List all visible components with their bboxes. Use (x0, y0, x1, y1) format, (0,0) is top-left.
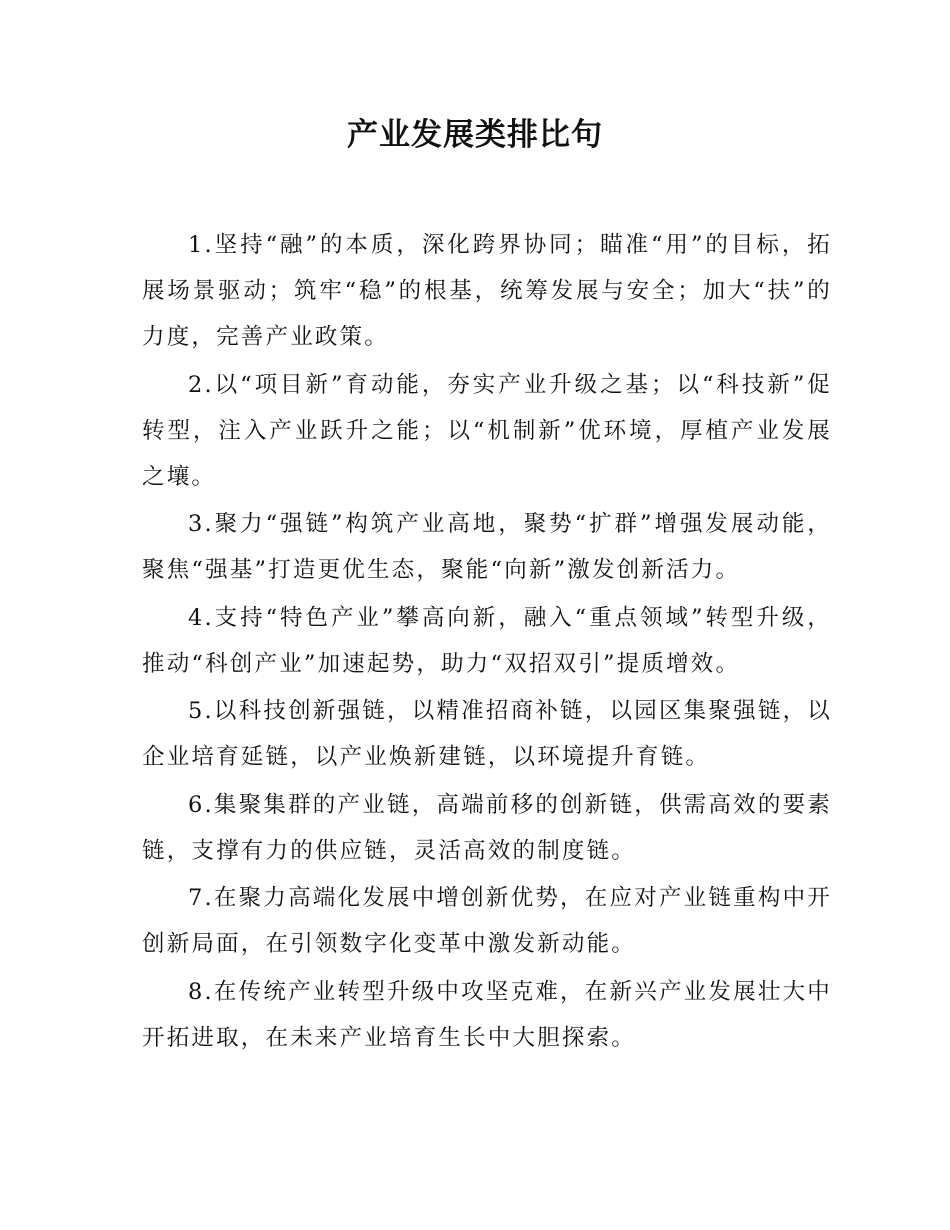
paragraph-6: 6.集聚集群的产业链，高端前移的创新链，供需高效的要素链，支撑有力的供应链，灵活高效的制度链。 (142, 791, 832, 864)
document-title: 产业发展类排比句 (347, 117, 603, 153)
paragraph-1: 1.坚持“融”的本质，深化跨界协同；瞄准“用”的目标，拓展场景驱动；筑牢“稳”的根基，统筹发展与安全；加大“扶”的力度，完善产业政策。 (142, 232, 832, 350)
paragraph-2: 2.以“项目新”育动能，夯实产业升级之基；以“科技新”促转型，注入产业跃升之能；以“机制新”优环境，厚植产业发展之壤。 (142, 371, 832, 490)
paragraph-4: 4.支持“特色产业”攀高向新，融入“重点领域”转型升级，推动“科创产业”加速起势，助力“双招双引”提质增效。 (142, 604, 832, 677)
paragraph-8: 8.在传统产业转型升级中攻坚克难，在新兴产业发展壮大中开拓进取，在未来产业培育生长中大胆探索。 (142, 978, 832, 1051)
paragraph-7: 7.在聚力高端化发展中增创新优势，在应对产业链重构中开创新局面，在引领数字化变革中激发新动能。 (142, 885, 832, 957)
document-body (142, 222, 832, 1062)
paragraph-5: 5.以科技创新强链，以精准招商补链，以园区集聚强链，以企业培育延链，以产业焕新建链，以环境提升育链。 (142, 698, 832, 770)
paragraph-3: 3.聚力“强链”构筑产业高地，聚势“扩群”增强发展动能，聚焦“强基”打造更优生态，聚能“向新”激发创新活力。 (142, 511, 832, 583)
